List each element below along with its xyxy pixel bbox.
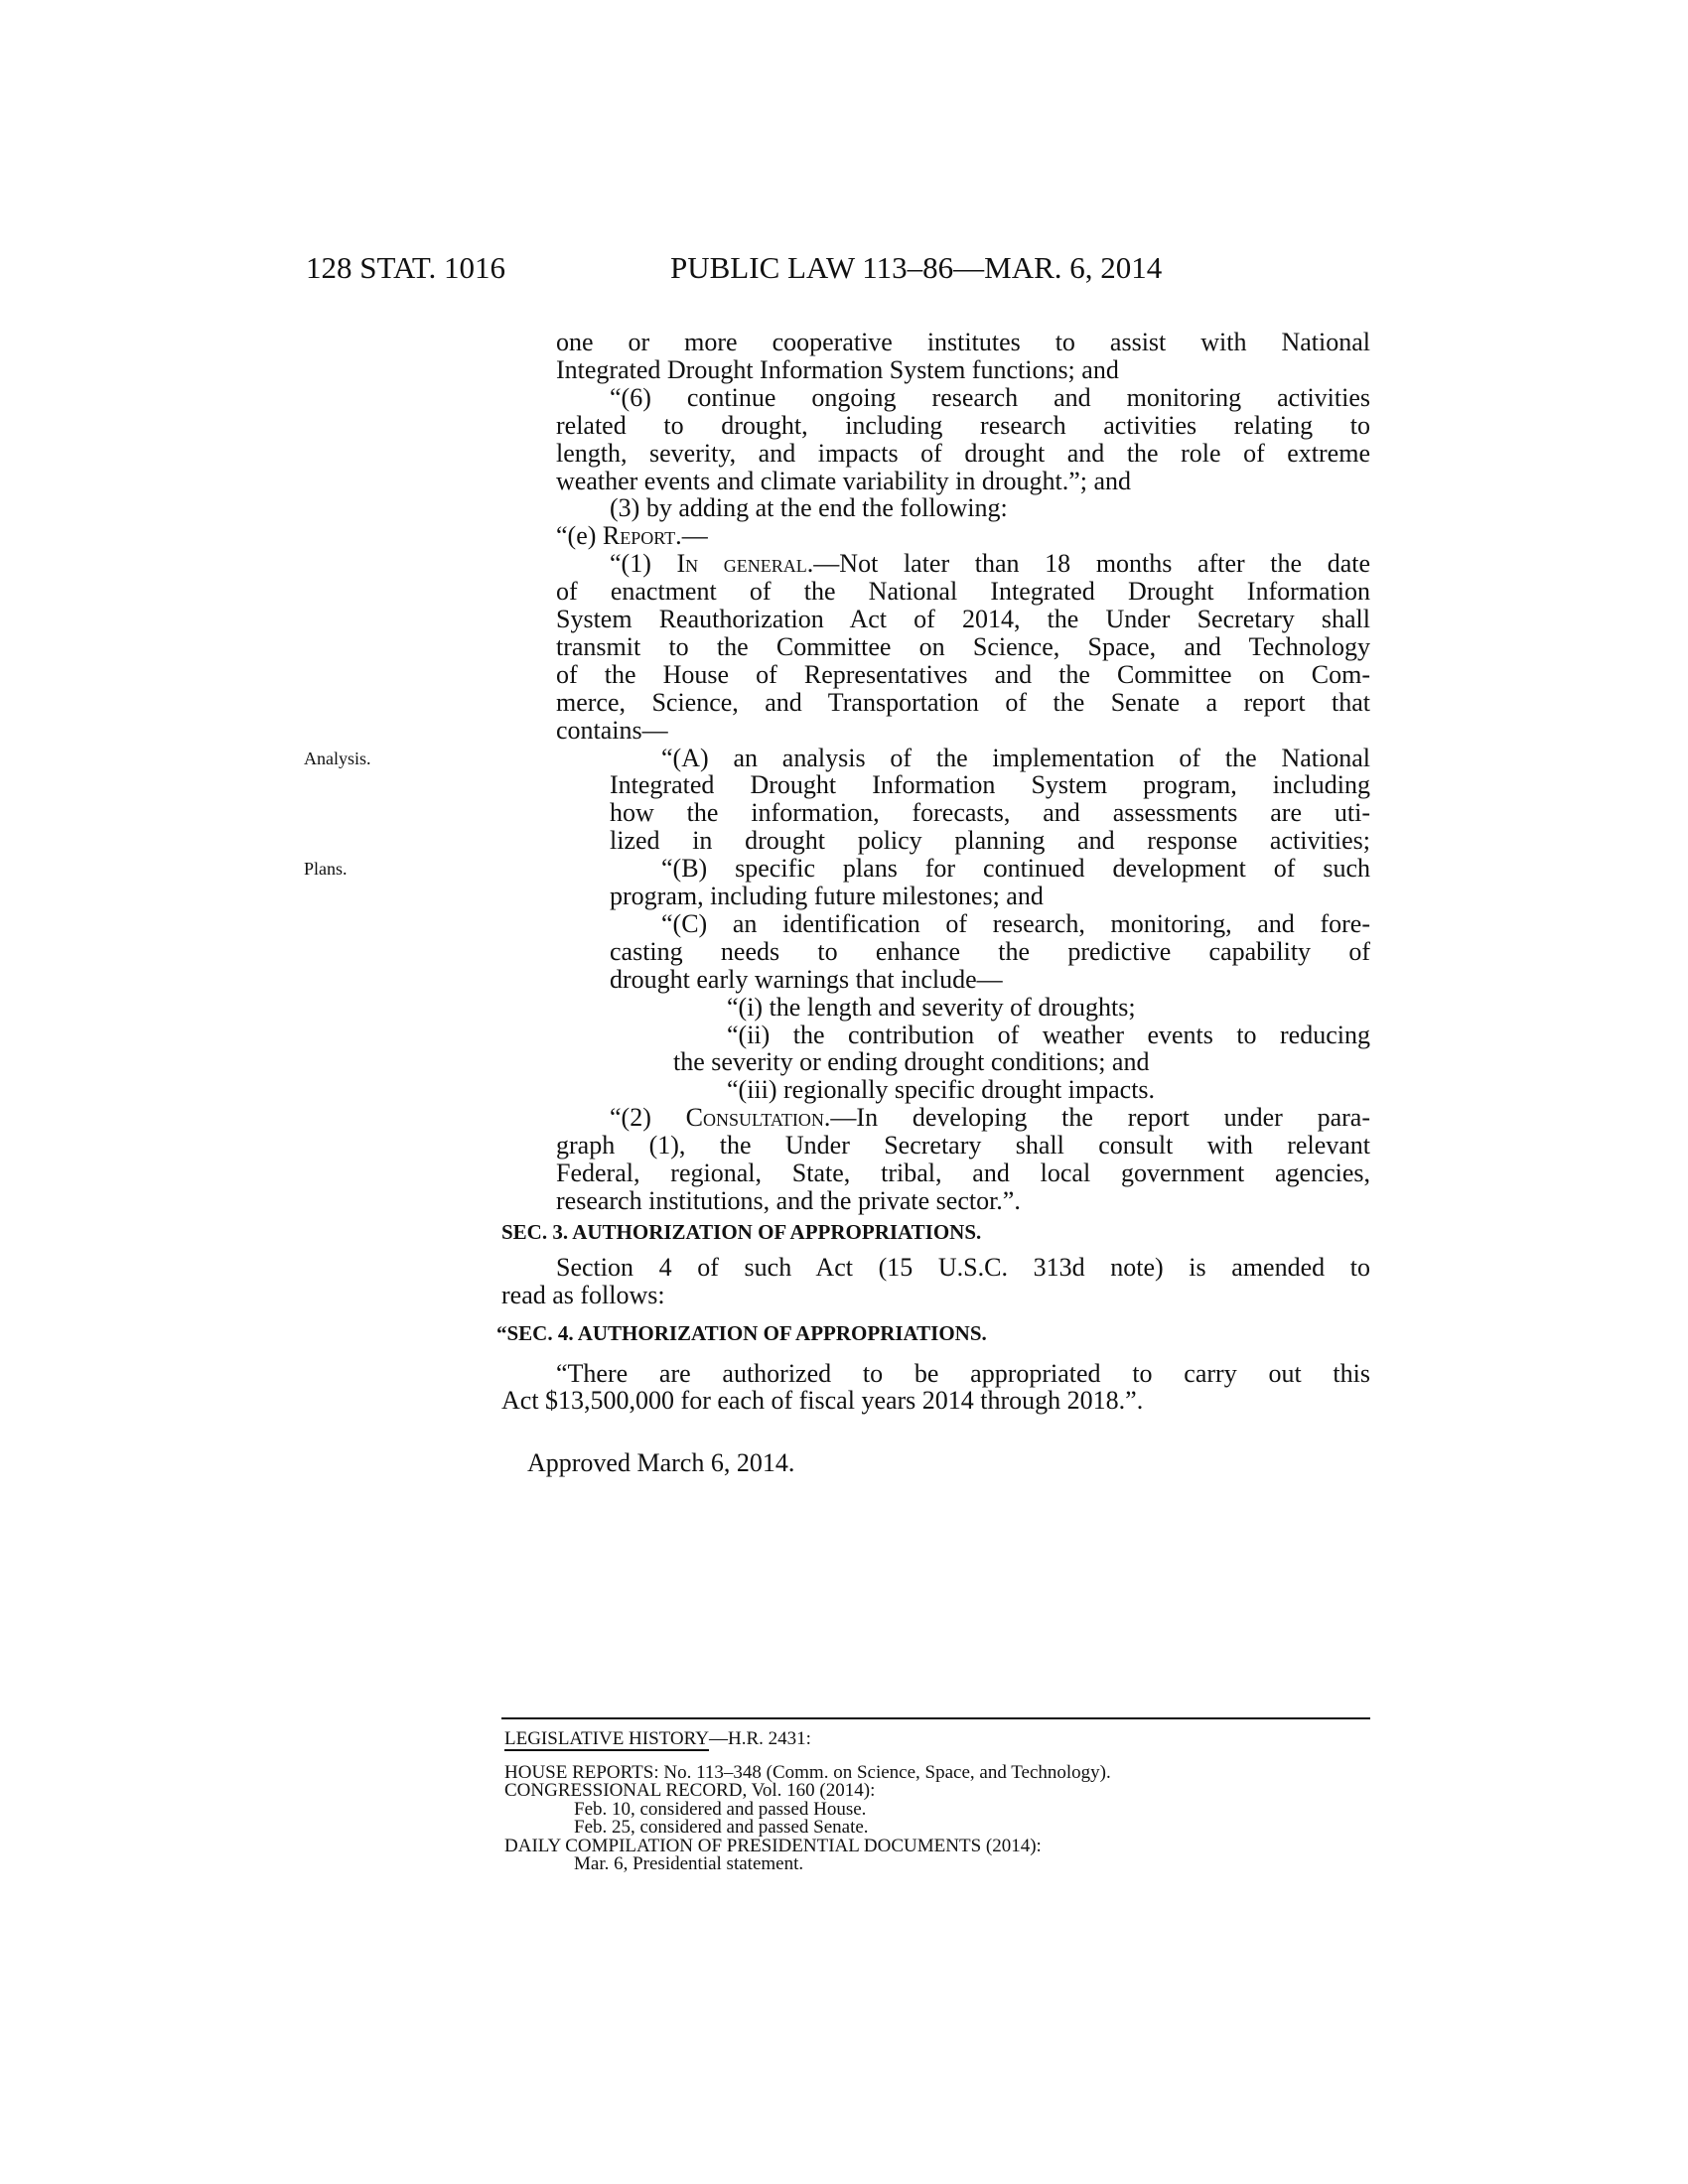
legislative-history-entry: CONGRESSIONAL RECORD, Vol. 160 (2014):	[504, 1780, 876, 1802]
running-title: PUBLIC LAW 113–86—MAR. 6, 2014	[670, 250, 1163, 285]
body-line	[610, 384, 1370, 412]
margin-note-plans: Plans.	[304, 859, 348, 880]
body-line	[556, 468, 1370, 495]
line-text: of enactment of the National Integrated Drought Information	[556, 578, 1370, 607]
body-line	[556, 412, 1370, 440]
line-text: research institutions, and the private sector.”.	[556, 1185, 1021, 1215]
body-line	[556, 1132, 1370, 1160]
body-line	[727, 1022, 1370, 1049]
line-text: System Reauthorization Act of 2014, the Under Secretary shall	[556, 606, 1370, 633]
body-line	[556, 1160, 1370, 1187]
legislative-history-entry: DAILY COMPILATION OF PRESIDENTIAL DOCUMENTS (2014):	[504, 1835, 1042, 1856]
body-line	[556, 717, 1370, 745]
body-line	[610, 494, 1370, 522]
body-line	[727, 994, 1370, 1022]
line-text: “(i) the length and severity of droughts;	[727, 992, 1136, 1022]
body-line	[610, 883, 1370, 910]
small-caps-heading: Report.	[602, 521, 682, 551]
line-text: “(C) an identification of research, monitoring, and fore-	[661, 909, 1370, 938]
line-text: one or more cooperative institutes to assist with National	[556, 329, 1370, 356]
small-caps-heading: In general.	[676, 550, 814, 579]
line-text: “(A) an analysis of the implementation of the National	[661, 744, 1370, 772]
stat-page-number: 128 STAT. 1016	[306, 250, 506, 285]
sec3-heading: SEC. 3. AUTHORIZATION OF APPROPRIATIONS.	[501, 1220, 982, 1244]
line-text: weather events and climate variability in drought.”; and	[556, 466, 1132, 495]
line-text: casting needs to enhance the predictive capability of	[610, 937, 1370, 966]
line-text: “(iii) regionally specific drought impacts.	[727, 1075, 1156, 1105]
line-text: “(6) continue ongoing research and monitoring activities	[610, 383, 1370, 412]
small-caps-heading: Consultation.	[685, 1104, 831, 1133]
legislative-history-label: LEGISLATIVE HISTORY	[504, 1728, 710, 1749]
body-line	[610, 827, 1370, 855]
body-line	[727, 1076, 1370, 1104]
sec4-line: Act $13,500,000 for each of fiscal years 2014 through 2018.”.	[501, 1386, 1144, 1415]
line-text: drought early warnings that include—	[610, 964, 1003, 994]
margin-note-analysis: Analysis.	[304, 748, 371, 768]
sec3-line: Section 4 of such Act (15 U.S.C. 313d note) is amended to	[556, 1254, 1370, 1282]
body-line	[556, 689, 1370, 717]
line-text: length, severity, and impacts of drought and the role of extreme	[556, 439, 1370, 468]
body-line	[556, 329, 1370, 356]
line-text: “(e)	[556, 521, 603, 551]
body-line	[610, 771, 1370, 799]
body-line	[556, 661, 1370, 689]
line-text: —Not later than 18 months after the date	[813, 550, 1370, 579]
body-line	[610, 938, 1370, 966]
body-line	[661, 910, 1370, 938]
line-text: “(1)	[610, 550, 677, 579]
body-line	[556, 633, 1370, 661]
body-line	[556, 440, 1370, 468]
legislative-history-entry: Feb. 25, considered and passed Senate.	[574, 1817, 869, 1839]
body-line	[610, 1104, 1370, 1132]
line-text: (3) by adding at the end the following:	[610, 493, 1008, 523]
line-text: contains—	[556, 715, 668, 745]
line-text: graph (1), the Under Secretary shall consult with relevant	[556, 1132, 1370, 1160]
line-text: merce, Science, and Transportation of the Senate a report that	[556, 688, 1370, 717]
legislative-history-title	[504, 1729, 811, 1748]
body-line	[610, 550, 1370, 578]
line-text: —	[681, 521, 708, 551]
line-text: lized in drought policy planning and response activities;	[610, 827, 1370, 856]
body-line	[556, 356, 1370, 384]
line-text: Federal, regional, State, tribal, and local government agencies,	[556, 1160, 1370, 1187]
line-text: —In developing the report under para-	[830, 1104, 1370, 1133]
line-text: Integrated Drought Information System program, including	[610, 771, 1370, 800]
body-line	[556, 1187, 1370, 1215]
line-text: the severity or ending drought conditions; and	[673, 1047, 1150, 1077]
line-text: “(ii) the contribution of weather events to reducing	[727, 1021, 1370, 1049]
approval-date: Approved March 6, 2014.	[527, 1448, 795, 1477]
line-text: transmit to the Committee on Science, Space, and Technology	[556, 632, 1370, 661]
sec3-line: read as follows:	[501, 1281, 665, 1309]
line-text: “(B) specific plans for continued development of such	[661, 855, 1370, 884]
body-line	[610, 966, 1370, 994]
body-line	[556, 578, 1370, 606]
legislative-history-entry: Feb. 10, considered and passed House.	[574, 1798, 867, 1820]
sec4-heading: “SEC. 4. AUTHORIZATION OF APPROPRIATIONS.	[496, 1321, 987, 1345]
body-line	[556, 522, 1370, 550]
line-text: how the information, forecasts, and assessments are uti-	[610, 799, 1370, 828]
line-text: Integrated Drought Information System functions; and	[556, 354, 1119, 384]
legislative-history-bill: —H.R. 2431:	[709, 1728, 811, 1749]
body-line	[556, 606, 1370, 633]
legislative-history-entry: HOUSE REPORTS: No. 113–348 (Comm. on Science, Space, and Technology).	[504, 1762, 1111, 1783]
line-text: related to drought, including research activities relating to	[556, 411, 1370, 440]
body-line	[661, 855, 1370, 883]
body-line	[661, 745, 1370, 772]
footnote-rule	[501, 1717, 1370, 1719]
sec4-line: “There are authorized to be appropriated to carry out this	[556, 1360, 1370, 1388]
line-text: “(2)	[610, 1104, 686, 1133]
legislative-history-entry: Mar. 6, Presidential statement.	[574, 1853, 804, 1874]
line-text: program, including future milestones; and	[610, 882, 1044, 910]
body-line	[673, 1048, 1370, 1076]
line-text: of the House of Representatives and the Committee on Com-	[556, 660, 1370, 689]
body-line	[610, 799, 1370, 827]
